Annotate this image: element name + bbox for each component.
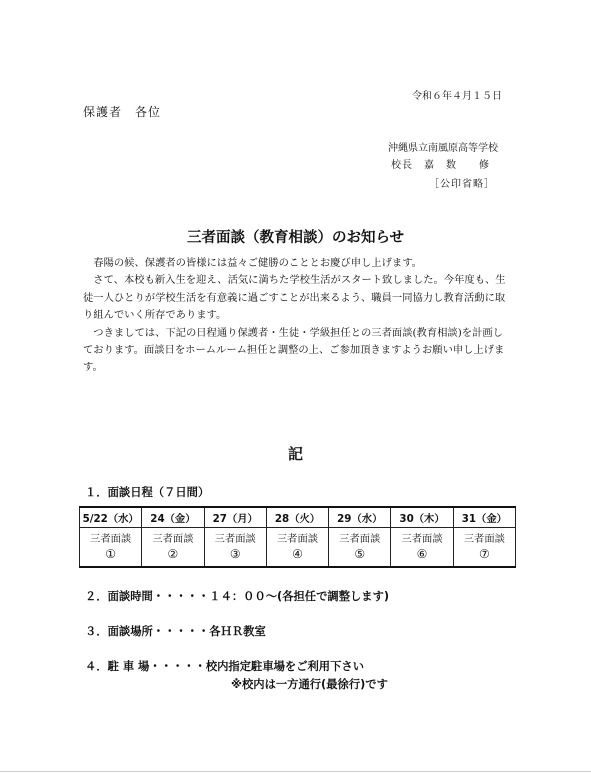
schedule-header-row [80, 507, 516, 528]
schedule-event-cell [391, 528, 453, 568]
schedule-event-cell [142, 528, 204, 568]
event-label: 三者面談 [90, 533, 132, 545]
session-number: ④ [292, 547, 303, 561]
session-number: ② [167, 547, 179, 561]
section-parking: ４．駐 車 場・・・・・校内指定駐車場をご利用下さい [85, 660, 364, 673]
event-label: 三者面談 [276, 533, 319, 545]
section-schedule-label: １．面談日程（７日間） [85, 486, 210, 499]
schedule-date-cell: 27（月） [204, 507, 266, 528]
schedule-date-cell: 29（水） [329, 507, 391, 528]
body-paragraph-3: つきましては、下記の日程通り保護者・生徒・学級担任との三者面談(教育相談)を計画しております。面談日をホームルーム担任と調整の上、ご参加頂きますようお願い申し上げます。 [83, 326, 505, 374]
section-time: ２．面談時間・・・・・１４：００～(各担任で調整します) [85, 590, 390, 603]
body-paragraph-2: さて、本校も新入生を迎え、活気に満ちた学校生活がスタート致しました。今年度も、生徒一人ひとりが学校生活を有意義に過ごすことが出来るよう、職員一同協力し教育活動に取り組んでいく所存であります。 [83, 274, 506, 322]
body-paragraph-1: 春陽の候、保護者の皆様には益々ご健勝のこととお慶び申し上げます。 [93, 257, 422, 269]
section-place: ３．面談場所・・・・・各ＨＲ教室 [85, 625, 266, 638]
schedule-date-cell: 5/22（水） [80, 507, 142, 528]
schedule-date-cell: 31（金） [453, 507, 515, 528]
session-number: ⑤ [354, 547, 366, 561]
schedule-event-cell [453, 528, 515, 568]
principal-name: 校長 嘉 数 修 [391, 160, 490, 171]
addressee: 保護者 各位 [83, 105, 162, 119]
school-name: 沖縄県立南風原高等学校 [388, 143, 498, 154]
schedule-event-cell [204, 528, 266, 568]
body-text [83, 255, 513, 377]
schedule-event-row [80, 528, 516, 568]
event-label: 三者面談 [463, 533, 505, 545]
event-label: 三者面談 [401, 533, 443, 545]
ki-heading: 記 [287, 445, 303, 463]
schedule-event-cell [266, 528, 328, 568]
schedule-date-cell: 28（火） [266, 507, 328, 528]
session-number: ⑥ [416, 547, 428, 561]
session-number: ① [105, 547, 117, 561]
schedule-date-cell: 24（金） [142, 507, 204, 528]
schedule-event-cell [329, 528, 391, 568]
session-number: ③ [229, 547, 241, 561]
event-label: 三者面談 [214, 533, 256, 545]
schedule-table [79, 506, 516, 568]
event-label: 三者面談 [152, 533, 194, 545]
document-title: 三者面談（教育相談）のお知らせ [186, 230, 405, 246]
seal-omitted-note: ［公印省略］ [429, 179, 495, 190]
page-bottom-edge [0, 771, 591, 772]
schedule-date-cell: 30（木） [391, 507, 453, 528]
session-number: ⑦ [478, 547, 490, 561]
one-way-note: ※校内は一方通行(最徐行)です [231, 678, 388, 691]
event-label: 三者面談 [339, 533, 381, 545]
schedule-event-cell [80, 528, 142, 568]
issue-date: 令和６年４月１５日 [412, 91, 502, 102]
